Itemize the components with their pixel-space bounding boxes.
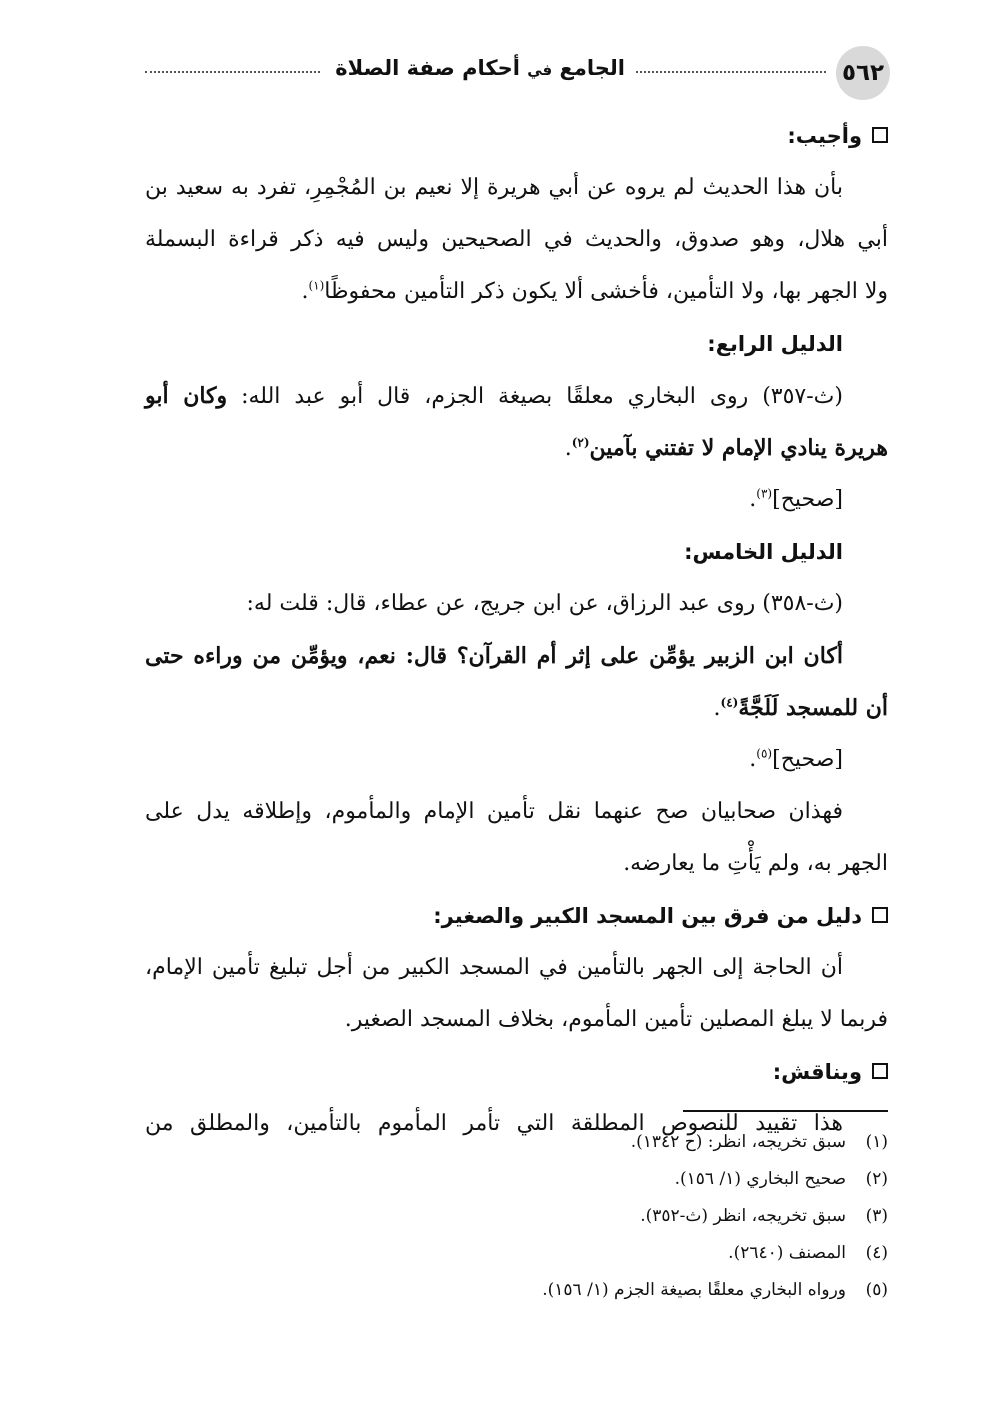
paragraph-line: ولا الجهر بها، ولا التأمين، فأخشى ألا يكون ذكر التأمين محفوظًا$^{(١)}$. bbox=[301, 278, 888, 304]
footnotes bbox=[542, 1124, 888, 1309]
paragraph-line: (ث-٣٥٧) روى البخاري معلقًا بصيغة الجزم، قال أبو عبد الله: وكان أبو bbox=[145, 383, 843, 409]
footnote-ref: (٤) bbox=[720, 695, 739, 710]
footnote: (٣)سبق تخريجه، انظر (ث-٣٥٢). bbox=[640, 1206, 888, 1226]
footnote: (٢)صحيح البخاري (١/ ١٥٦). bbox=[674, 1169, 888, 1189]
running-title-part1: الجامع bbox=[559, 56, 625, 80]
main-text bbox=[145, 110, 888, 1150]
quote-line: أكان ابن الزبير يؤمِّن على إثر أم القرآن؟ قال: نعم، ويؤمِّن من وراءه حتى bbox=[145, 643, 843, 669]
grade-label: [صحيح]$^{(٣)}$. bbox=[749, 486, 843, 512]
paragraph-line: هذا تقييد للنصوص المطلقة التي تأمر المأموم بالتأمين، والمطلق من bbox=[145, 1111, 843, 1136]
evidence-heading: الدليل الرابع: bbox=[707, 332, 843, 356]
running-title bbox=[335, 56, 625, 80]
square-bullet-icon bbox=[872, 907, 888, 923]
paragraph-line: فربما لا يبلغ المصلين تأمين المأموم، بخلاف المسجد الصغير. bbox=[344, 1007, 888, 1032]
evidence-heading: الدليل الخامس: bbox=[684, 540, 843, 564]
footnote-ref: (١) bbox=[308, 278, 325, 293]
quote-line: أن للمسجد لَلَجَّةً$^{(٤)}$. bbox=[713, 695, 888, 721]
square-bullet-icon bbox=[872, 1063, 888, 1079]
distinction-heading: دليل من فرق بين المسجد الكبير والصغير: bbox=[145, 890, 888, 942]
paragraph-line: بأن هذا الحديث لم يروه عن أبي هريرة إلا نعيم بن المُجْمِرِ، تفرد به سعيد بن bbox=[145, 175, 843, 200]
page-number: ٥٦٢ bbox=[836, 46, 890, 100]
running-title-part2: أحكام صفة الصلاة bbox=[335, 56, 520, 80]
discussion-heading: ويناقش: bbox=[145, 1046, 888, 1098]
running-title-small: في bbox=[527, 61, 553, 79]
header-dotted-leader bbox=[145, 71, 320, 73]
paragraph-line: (ث-٣٥٨) روى عبد الرزاق، عن ابن جريج، عن عطاء، قال: قلت له: bbox=[246, 591, 843, 616]
footnote: (١)سبق تخريجه، انظر: (ح ١٣٤٢). bbox=[630, 1132, 888, 1152]
footnote: (٥)ورواه البخاري معلقًا بصيغة الجزم (١/ ١٥٦). bbox=[542, 1280, 888, 1300]
square-bullet-icon bbox=[872, 127, 888, 143]
answer-heading: وأجيب: bbox=[145, 110, 888, 162]
footnote-separator bbox=[683, 1110, 888, 1112]
paragraph-line: الجهر به، ولم يَأْتِ ما يعارضه. bbox=[623, 851, 888, 876]
quote-line: هريرة ينادي الإمام لا تفتني بآمين$^{(٢)}$. bbox=[564, 435, 888, 461]
paragraph-line: فهذان صحابيان صح عنهما نقل تأمين الإمام والمأموم، وإطلاقه يدل على bbox=[145, 799, 843, 824]
footnote: (٤)المصنف (٢٦٤٠). bbox=[728, 1243, 888, 1263]
paragraph-line: أبي هلال، وهو صدوق، والحديث في الصحيحين وليس فيه ذكر قراءة البسملة bbox=[145, 227, 888, 252]
footnote-ref: (٣) bbox=[756, 486, 773, 501]
page-header bbox=[145, 44, 890, 100]
footnote-ref: (٢) bbox=[571, 435, 590, 450]
footnote-ref: (٥) bbox=[756, 746, 773, 761]
header-dotted-leader bbox=[636, 71, 826, 73]
paragraph-line: أن الحاجة إلى الجهر بالتأمين في المسجد الكبير من أجل تبليغ تأمين الإمام، bbox=[145, 955, 843, 980]
grade-label: [صحيح]$^{(٥)}$. bbox=[749, 746, 843, 772]
